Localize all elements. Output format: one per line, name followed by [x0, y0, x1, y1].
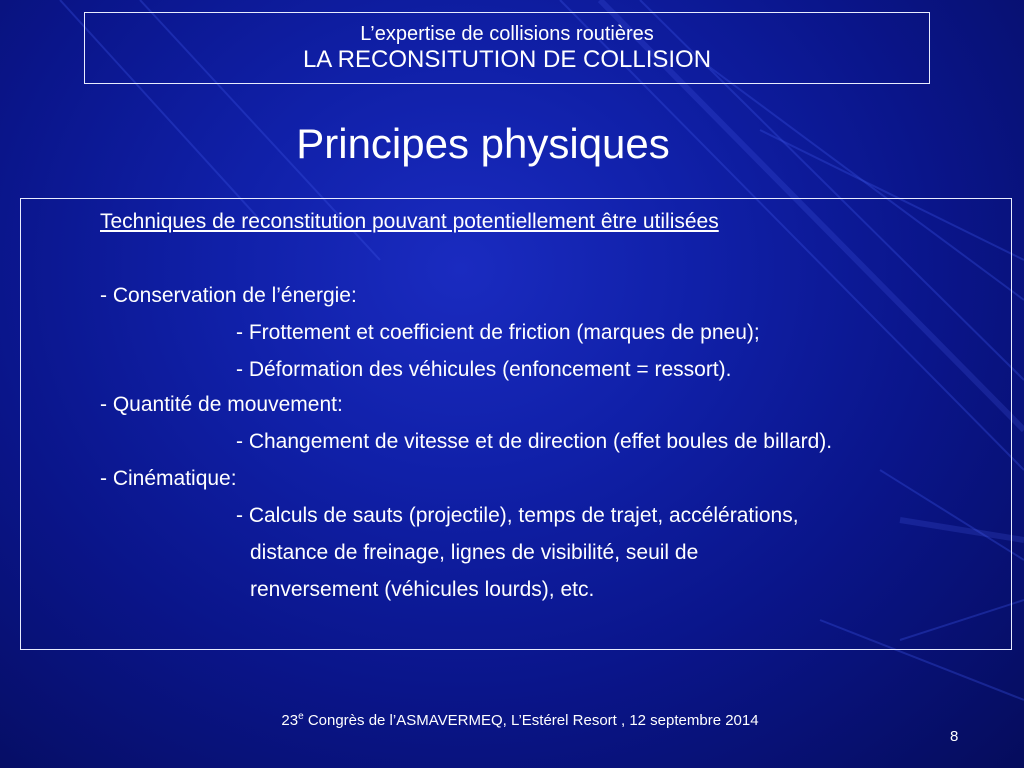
energy-item-deformation: - Déformation des véhicules (enfoncement = ressort). — [236, 358, 732, 381]
footer-conference — [0, 711, 1024, 729]
page-number: 8 — [950, 728, 959, 745]
kinematics-item-line2: distance de freinage, lignes de visibilité, seuil de — [250, 541, 699, 564]
energy-label: - Conservation de l’énergie: — [100, 284, 357, 307]
energy-item-friction: - Frottement et coefficient de friction (marques de pneu); — [236, 321, 760, 344]
momentum-item-velocity: - Changement de vitesse et de direction (effet boules de billard). — [236, 430, 833, 453]
header-subtitle: L’expertise de collisions routières — [360, 23, 654, 45]
slide-title: Principes physiques — [296, 120, 670, 167]
footer-edition-suffix: e — [298, 711, 304, 722]
kinematics-label: - Cinématique: — [100, 467, 237, 490]
header-title: LA RECONSITUTION DE COLLISION — [302, 46, 712, 73]
header-box — [84, 12, 930, 84]
kinematics-item-line1: - Calculs de sauts (projectile), temps de trajet, accélérations, — [236, 504, 799, 527]
content-box — [20, 198, 1012, 650]
kinematics-item-line3: renversement (véhicules lourds), etc. — [250, 578, 595, 601]
footer-edition-number: 23 — [281, 712, 299, 729]
content-subheading: Techniques de reconstitution pouvant potentiellement être utilisées — [100, 210, 719, 233]
momentum-label: - Quantité de mouvement: — [100, 393, 343, 416]
footer-conference-text: Congrès de l’ASMAVERMEQ, L’Estérel Resort , 12 septembre 2014 — [303, 712, 759, 729]
